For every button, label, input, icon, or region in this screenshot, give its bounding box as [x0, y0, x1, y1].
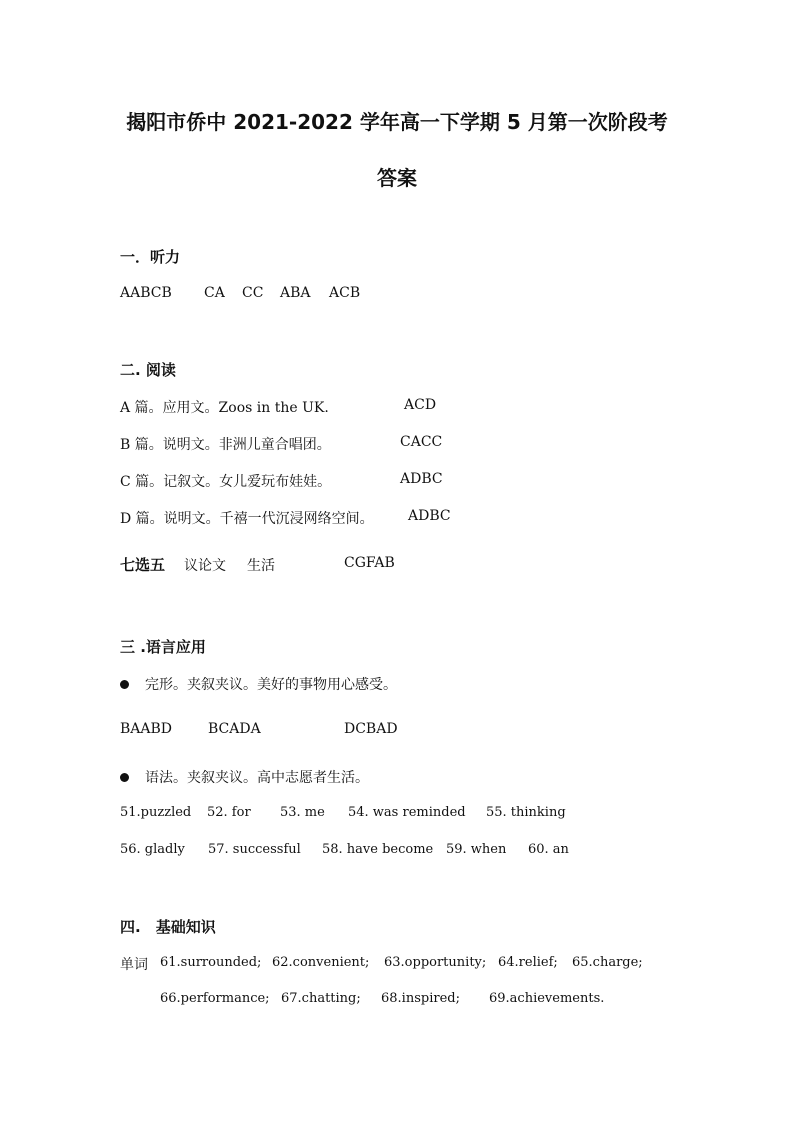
bullet-icon [120, 680, 129, 689]
section-listening-heading: 一．听力 [120, 248, 181, 266]
grammar-answer: 51.puzzled [120, 805, 192, 820]
grammar-answer: 52. for [207, 805, 251, 820]
cloze-title-row [120, 674, 397, 694]
listening-answers [120, 285, 172, 301]
vocab-answer: 69.achievements. [489, 991, 605, 1006]
vocab-answer: 63.opportunity; [384, 955, 487, 970]
cloze-title: 完形。夹叙夹议。美好的事物用心感受。 [145, 677, 397, 693]
listening-answer: AABCB [120, 285, 172, 301]
grammar-answer: 58. have become [322, 842, 434, 857]
cloze-answer: DCBAD [344, 721, 398, 737]
cloze-answer: BCADA [208, 721, 261, 737]
seven-five-type: 议论文 [184, 558, 226, 574]
page-subtitle: 答案 [377, 166, 417, 190]
reading-answer-a: ACD [404, 397, 437, 413]
vocab-answer: 62.convenient; [272, 955, 370, 970]
page-title: 揭阳市侨中 2021-2022 学年高一下学期 5 月第一次阶段考 [126, 110, 668, 134]
grammar-answer: 56. gladly [120, 842, 185, 857]
grammar-answer: 54. was reminded [348, 805, 466, 820]
vocab-label: 单词 [120, 957, 148, 973]
listening-answer: CC [242, 285, 264, 301]
vocab-answer: 65.charge; [572, 955, 643, 970]
section-language-heading: 三 .语言应用 [120, 638, 206, 656]
vocab-answer: 64.relief; [498, 955, 558, 970]
seven-five-topic: 生活 [247, 558, 275, 574]
grammar-answer: 55. thinking [486, 805, 566, 820]
vocab-answer: 66.performance; [160, 991, 270, 1006]
reading-answer-d: ADBC [408, 508, 451, 524]
grammar-answer: 59. when [446, 842, 507, 857]
reading-passage-c: C 篇。记叙文。女儿爱玩布娃娃。 [120, 474, 332, 490]
grammar-answer: 53. me [280, 805, 325, 820]
reading-passage-a: A 篇。应用文。Zoos in the UK. [120, 400, 329, 416]
seven-five-answer: CGFAB [344, 555, 395, 571]
listening-answer: CA [204, 285, 225, 301]
vocab-answer: 68.inspired; [381, 991, 460, 1006]
reading-passage-b: B 篇。说明文。非洲儿童合唱团。 [120, 437, 331, 453]
reading-passage-d: D 篇。说明文。千禧一代沉浸网络空间。 [120, 511, 374, 527]
grammar-answer: 57. successful [208, 842, 301, 857]
section-reading-heading: 二. 阅读 [120, 361, 176, 379]
bullet-icon [120, 773, 129, 782]
seven-five-label: 七选五 [120, 556, 166, 574]
grammar-title-row [120, 767, 369, 787]
listening-answer: ABA [280, 285, 311, 301]
reading-answer-b: CACC [400, 434, 443, 450]
vocab-answer: 67.chatting; [281, 991, 361, 1006]
reading-answer-c: ADBC [400, 471, 443, 487]
cloze-answer: BAABD [120, 721, 173, 737]
vocab-answer: 61.surrounded; [160, 955, 262, 970]
listening-answer: ACB [329, 285, 361, 301]
section-basics-heading: 四. 基础知识 [120, 918, 216, 936]
grammar-answer: 60. an [528, 842, 569, 857]
grammar-title: 语法。夹叙夹议。高中志愿者生活。 [145, 770, 369, 786]
